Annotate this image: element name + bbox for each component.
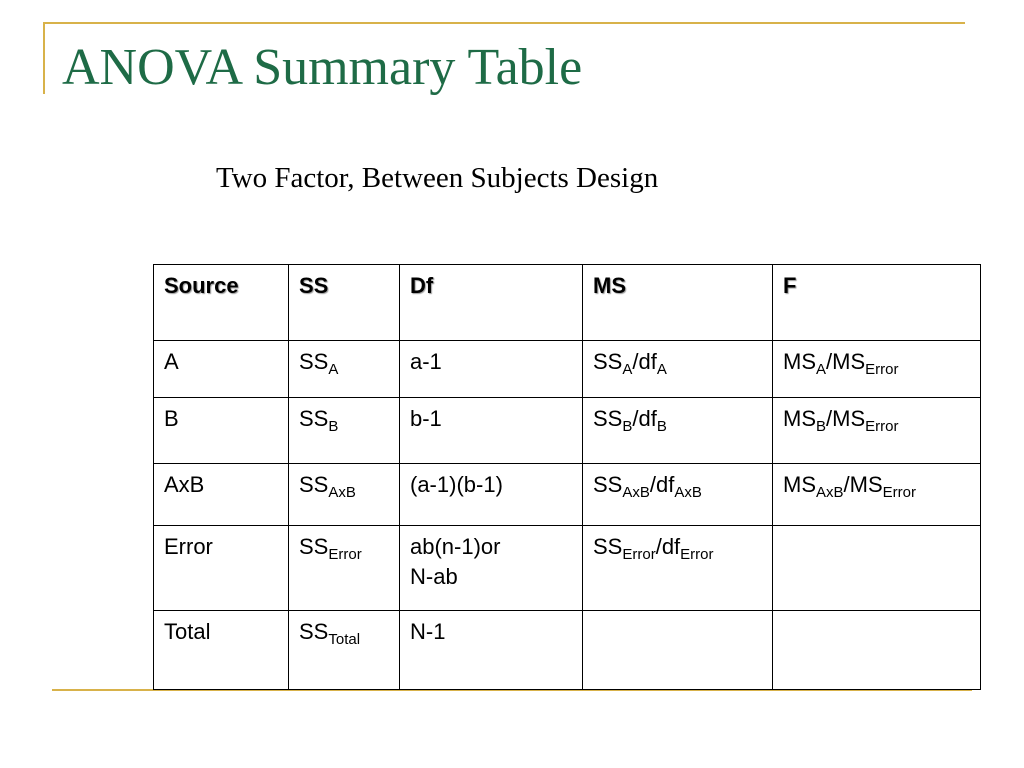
df-cell: N-1 <box>400 611 583 690</box>
source-cell: A <box>154 341 289 398</box>
ss-cell: $SS_A$ <box>289 341 400 398</box>
header-source: Source <box>154 265 289 341</box>
table-row-error <box>154 526 981 611</box>
ss-cell: $SS_{AxB}$ <box>289 464 400 526</box>
df-cell: (a-1)(b-1) <box>400 464 583 526</box>
ss-cell: $SS_{Error}$ <box>289 526 400 611</box>
header-f: F <box>773 265 981 341</box>
header-row <box>154 265 981 341</box>
ms-cell: $SS_B/df_B$ <box>583 398 773 464</box>
ms-cell: $SS_A/df_A$ <box>583 341 773 398</box>
f-cell-empty <box>773 611 981 690</box>
f-cell: $MS_A/MS_{Error}$ <box>773 341 981 398</box>
ms-cell-empty <box>583 611 773 690</box>
frame-top-rule <box>43 22 965 24</box>
source-cell: B <box>154 398 289 464</box>
header-df: Df <box>400 265 583 341</box>
df-cell: ab(n-1)or N-ab <box>400 526 583 611</box>
df-cell: b-1 <box>400 398 583 464</box>
anova-table <box>153 264 981 690</box>
f-cell-empty <box>773 526 981 611</box>
f-cell: $MS_{AxB}/MS_{Error}$ <box>773 464 981 526</box>
f-cell: $MS_B/MS_{Error}$ <box>773 398 981 464</box>
ss-cell: $SS_{Total}$ <box>289 611 400 690</box>
table-row-axb <box>154 464 981 526</box>
source-cell: Error <box>154 526 289 611</box>
frame-left-rule <box>43 22 45 94</box>
ms-cell: $SS_{Error}/df_{Error}$ <box>583 526 773 611</box>
df-cell: a-1 <box>400 341 583 398</box>
slide-title: ANOVA Summary Table <box>62 39 583 96</box>
header-ms: MS <box>583 265 773 341</box>
table-row-a <box>154 341 981 398</box>
ss-cell: $SS_B$ <box>289 398 400 464</box>
table-row-b <box>154 398 981 464</box>
table-row-total <box>154 611 981 690</box>
source-cell: AxB <box>154 464 289 526</box>
slide-subtitle: Two Factor, Between Subjects Design <box>216 162 659 194</box>
header-ss: SS <box>289 265 400 341</box>
source-cell: Total <box>154 611 289 690</box>
ms-cell: $SS_{AxB}/df_{AxB}$ <box>583 464 773 526</box>
